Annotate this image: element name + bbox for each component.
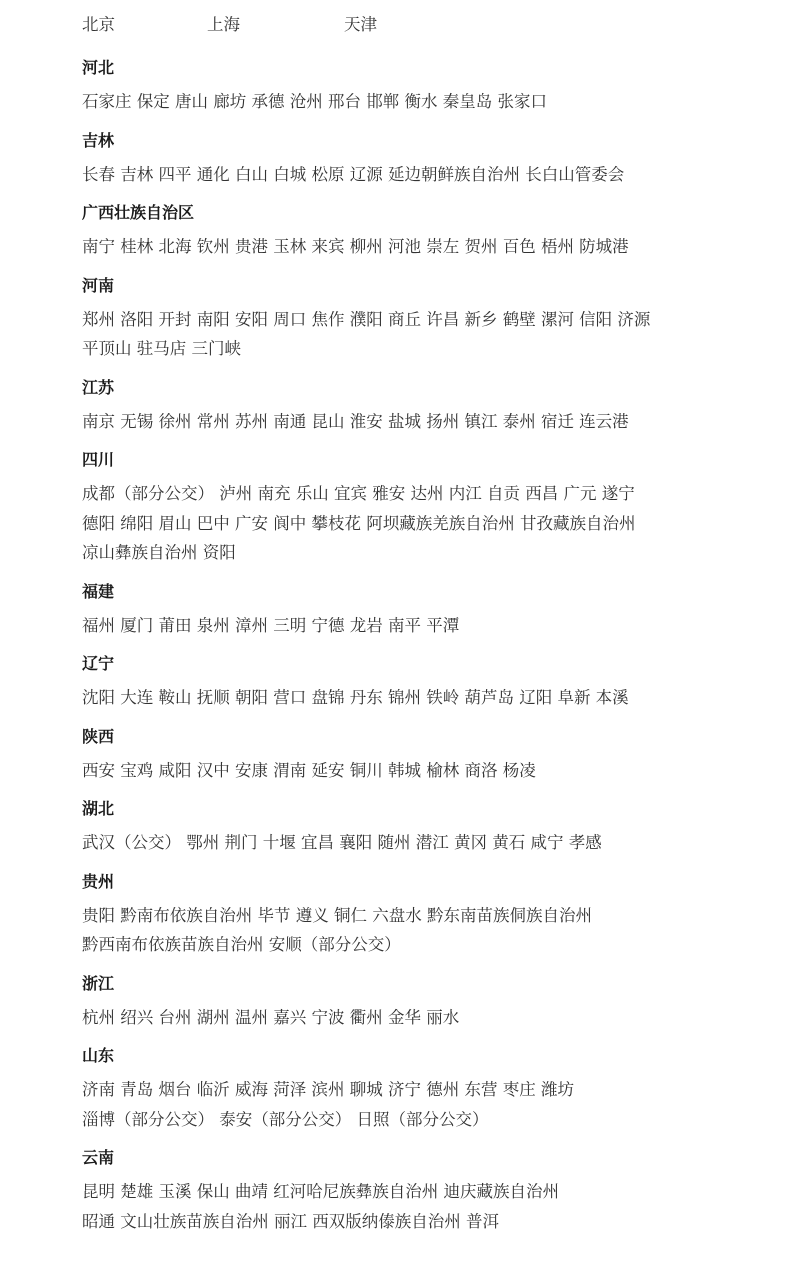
province-cities [82,479,772,568]
city-line: 长春 吉林 四平 通化 白山 白城 松原 辽源 延边朝鲜族自治州 长白山管委会 [82,164,625,184]
province-section [82,972,772,1033]
city-tianjin: 天津 [344,15,377,34]
city-list-page [82,0,772,1236]
province-name: 福建 [82,581,115,601]
province-section [82,580,772,641]
province-cities [82,901,772,960]
province-name: 湖北 [82,799,115,818]
city-line: 石家庄 保定 唐山 廊坊 承德 沧州 邢台 邯郸 衡水 秦皇岛 张家口 [82,92,547,111]
city-line: 郑州 洛阳 开封 南阳 安阳 周口 焦作 濮阳 商丘 许昌 新乡 鹤壁 漯河 信阳 济源 [82,309,651,329]
province-section [82,274,772,364]
province-section [82,870,772,960]
city-line: 福州 厦门 莆田 泉州 漳州 三明 宁德 龙岩 南平 平潭 [82,615,460,635]
province-section [82,1044,772,1134]
province-cities [82,87,772,117]
province-section [82,725,772,786]
province-section [82,448,772,568]
municipalities-row [82,0,772,44]
province-cities [82,1003,772,1033]
province-name: 吉林 [82,130,115,150]
province-list [82,56,772,1236]
province-cities [82,683,772,713]
province-name: 广西壮族自治区 [82,203,195,222]
province-cities [82,407,772,437]
province-section [82,129,772,190]
province-cities [82,756,772,786]
city-line: 南京 无锡 徐州 常州 苏州 南通 昆山 淮安 盐城 扬州 镇江 泰州 宿迁 连云港 [82,411,629,431]
province-cities [82,1177,772,1236]
city-line: 武汉（公交） 鄂州 荆门 十堰 宜昌 襄阳 随州 潜江 黄冈 黄石 咸宁 孝感 [82,833,602,852]
city-line: 贵阳 黔南布依族自治州 毕节 遵义 铜仁 六盘水 黔东南苗族侗族自治州 [82,905,592,925]
province-cities [82,305,772,364]
province-cities [82,160,772,190]
province-section [82,376,772,437]
province-cities [82,1075,772,1134]
province-section [82,797,772,858]
city-line: 济南 青岛 烟台 临沂 威海 菏泽 滨州 聊城 济宁 德州 东营 枣庄 潍坊 [82,1080,574,1099]
city-shanghai: 上海 [207,15,240,34]
province-name: 辽宁 [82,654,115,673]
city-line: 昭通 文山壮族苗族自治州 丽江 西双版纳傣族自治州 普洱 [82,1211,499,1231]
province-section [82,56,772,117]
city-line: 南宁 桂林 北海 钦州 贵港 玉林 来宾 柳州 河池 崇左 贺州 百色 梧州 防城港 [82,237,629,256]
province-name: 浙江 [82,973,115,993]
city-beijing: 北京 [82,15,115,34]
province-cities [82,828,772,858]
city-line: 昆明 楚雄 玉溪 保山 曲靖 红河哈尼族彝族自治州 迪庆藏族自治州 [82,1182,559,1201]
province-name: 四川 [82,450,115,469]
province-section [82,652,772,713]
province-name: 陕西 [82,726,115,746]
city-line: 淄博（部分公交） 泰安（部分公交） 日照（部分公交） [82,1109,489,1129]
province-section [82,1146,772,1236]
province-name: 河北 [82,58,115,77]
city-line: 平顶山 驻马店 三门峡 [82,339,241,358]
province-name: 贵州 [82,871,115,891]
city-line: 凉山彝族自治州 资阳 [82,543,236,562]
province-cities [82,611,772,641]
city-line: 沈阳 大连 鞍山 抚顺 朝阳 营口 盘锦 丹东 锦州 铁岭 葫芦岛 辽阳 阜新 本溪 [82,688,629,707]
province-section [82,201,772,262]
city-line: 杭州 绍兴 台州 湖州 温州 嘉兴 宁波 衢州 金华 丽水 [82,1007,460,1027]
province-cities [82,232,772,262]
province-name: 云南 [82,1148,115,1167]
province-name: 山东 [82,1046,115,1065]
city-line: 西安 宝鸡 咸阳 汉中 安康 渭南 延安 铜川 韩城 榆林 商洛 杨凌 [82,760,536,780]
province-name: 河南 [82,275,115,295]
province-name: 江苏 [82,377,115,397]
city-line: 德阳 绵阳 眉山 巴中 广安 阆中 攀枝花 阿坝藏族羌族自治州 甘孜藏族自治州 [82,513,636,533]
city-line: 黔西南布依族苗族自治州 安顺（部分公交） [82,935,401,954]
city-line: 成都（部分公交） 泸州 南充 乐山 宜宾 雅安 达州 内江 自贡 西昌 广元 遂宁 [82,484,635,503]
